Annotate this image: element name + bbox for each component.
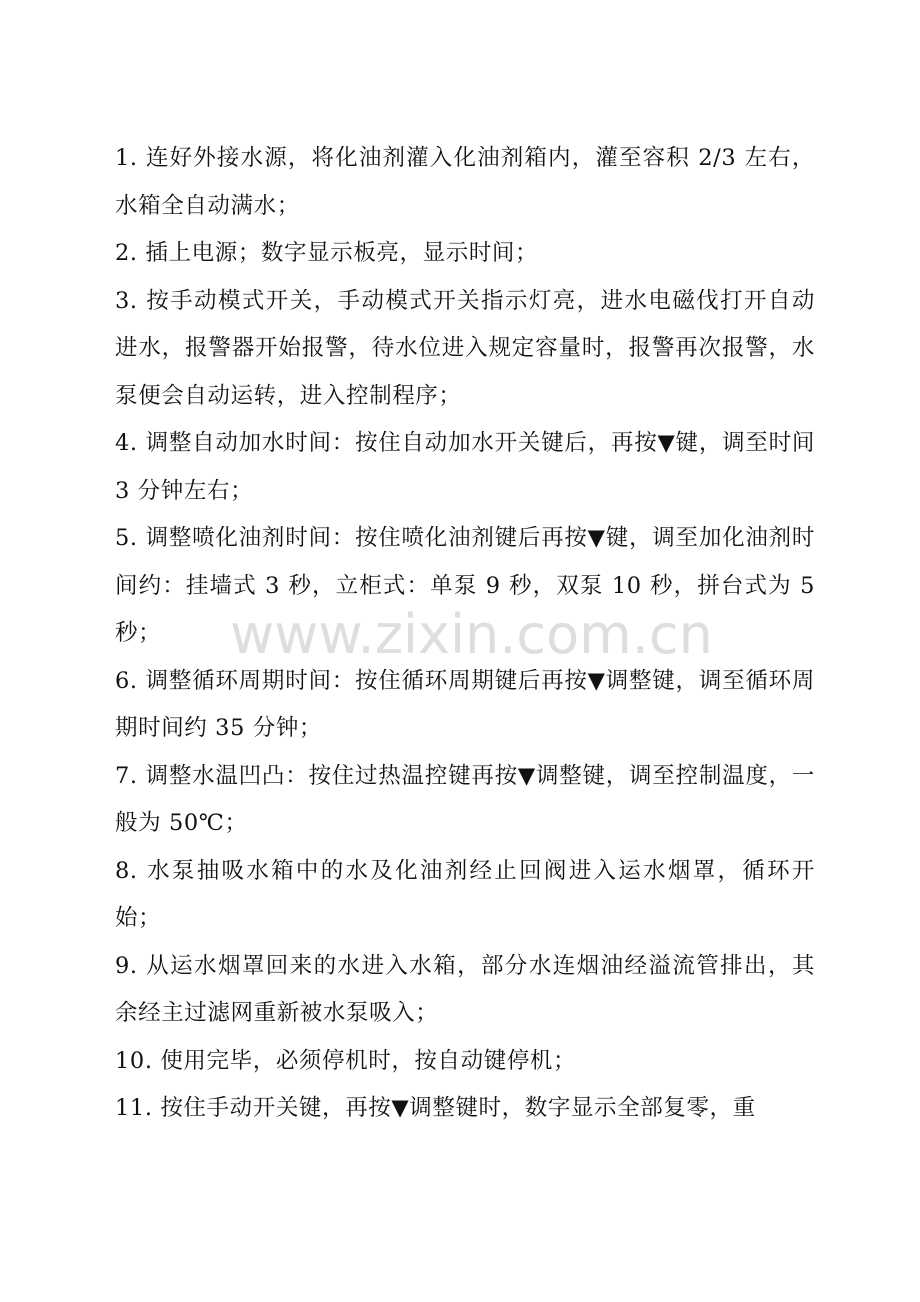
- paragraph-step-7: 7. 调整水温凹凸：按住过热温控键再按▼调整键，调至控制温度，一般为 50℃；: [115, 762, 815, 836]
- watermark-text: www.zixin.com.cn: [230, 603, 713, 666]
- paragraph-step-1: 1. 连好外接水源，将化油剂灌入化油剂箱内，灌至容积 2/3 左右，水箱全自动满水；: [115, 145, 815, 219]
- paragraph-step-5: 5. 调整喷化油剂时间：按住喷化油剂键后再按▼键，调至加化油剂时间约：挂墙式 3 秒，立柜式：单泵 9 秒，双泵 10 秒，拼台式为 5 秒；: [115, 525, 815, 646]
- paragraph-step-10: 10. 使用完毕，必须停机时，按自动键停机；: [115, 1047, 577, 1074]
- paragraph-step-3: 3. 按手动模式开关，手动模式开关指示灯亮，进水电磁伐打开自动进水，报警器开始报警，待水位进入规定容量时，报警再次报警，水泵便会自动运转，进入控制程序；: [115, 287, 815, 409]
- paragraph-step-6: 6. 调整循环周期时间：按住循环周期键后再按▼调整键，调至循环周期时间约 35 分钟；: [115, 667, 815, 741]
- paragraph-step-11: 11. 按住手动开关键，再按▼调整键时，数字显示全部复零，重: [115, 1095, 756, 1121]
- document-body: [115, 135, 815, 1133]
- paragraph-step-2: 2. 插上电源；数字显示板亮，显示时间；: [115, 240, 539, 266]
- paragraph-step-9: 9. 从运水烟罩回来的水进入水箱，部分水连烟油经溢流管排出，其余经主过滤网重新被水泵吸入；: [115, 952, 815, 1026]
- paragraph-step-4: 4. 调整自动加水时间：按住自动加水开关键后，再按▼键，调至时间 3 分钟左右；: [115, 430, 815, 504]
- paragraph-step-8: 8. 水泵抽吸水箱中的水及化油剂经止回阀进入运水烟罩，循环开始；: [115, 857, 815, 931]
